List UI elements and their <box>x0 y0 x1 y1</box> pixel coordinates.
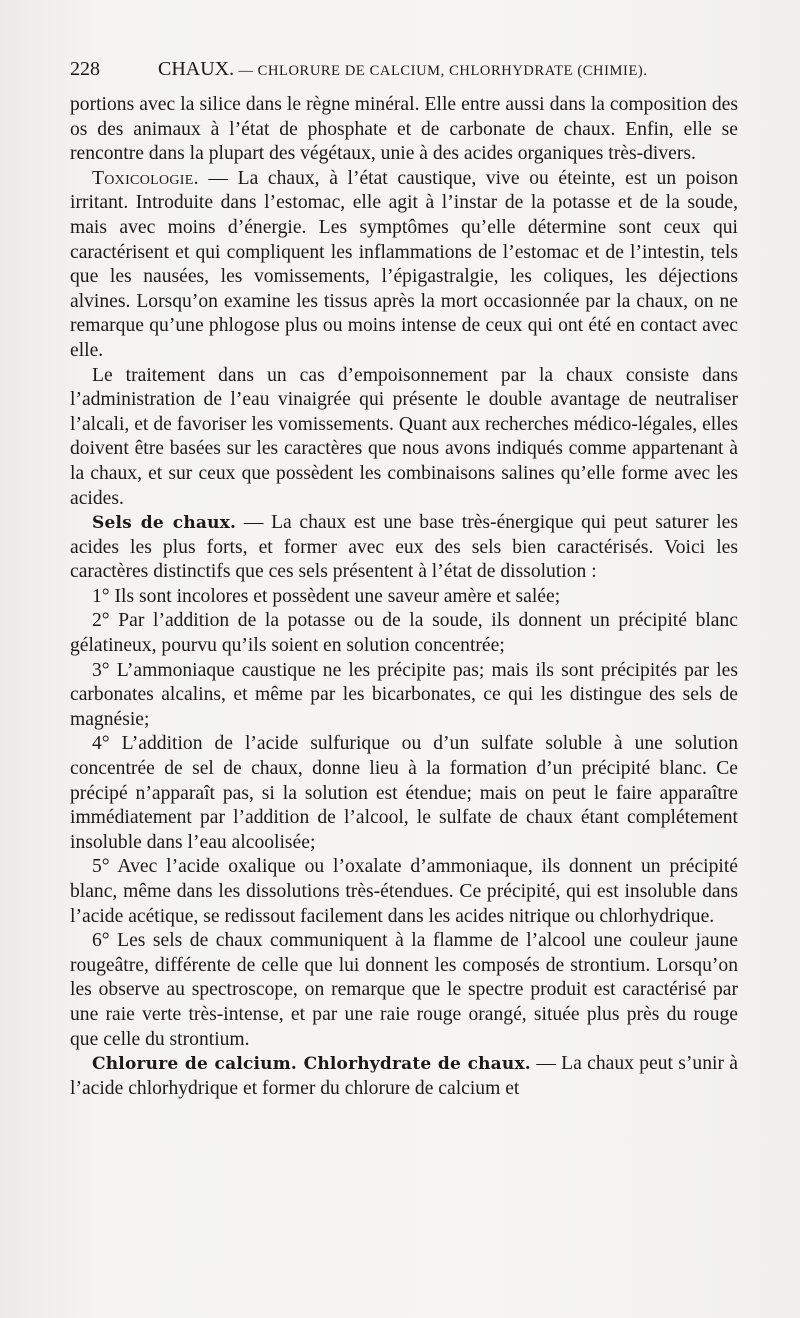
paragraph-traitement: Le traitement dans un cas d’empoisonnement par la chaux consiste dans l’administration de l’eau vinaigrée qui présente le double avantage de neutraliser l’alcali, et de favoriser les vomissements. Quant aux recherches médico-légales, elles doivent être basées sur les caractères que nous avons indiqués comme appartenant à la chaux, et sur ceux que possèdent les combinaisons salines qu’elle forme avec les acides. <box>70 364 738 509</box>
paragraph-sels <box>70 511 738 585</box>
section-heading-chlorure: Chlorure de calcium. Chlorhydrate de chaux. <box>92 1054 531 1075</box>
section-heading-toxicologie: Toxicologie. <box>92 167 199 189</box>
paragraph-continuation: portions avec la silice dans le règne minéral. Elle entre aussi dans la composition des os des animaux à l’état de phosphate et de carbonate de chaux. Enfin, elle se rencontre dans la plupart des végétaux, unie à des acides organiques très-divers. <box>70 94 738 165</box>
list-item-6: 6° Les sels de chaux communiquent à la flamme de l’alcool une couleur jaune rougeâtre, différente de celle que lui donnent les composés de strontium. Lorsqu’on les observe au spectroscope, on remarque que le spectre produit est caractérisé par une raie verte très-intense, et par une raie rouge orangé, située plus près du rouge que celle du strontium. <box>70 930 738 1050</box>
list-item-4: 4° L’addition de l’acide sulfurique ou d’un sulfate soluble à une solution concentrée de sel de chaux, donne lieu à la formation d’un précipité blanc. Ce précipé n’apparaît pas, si la solution est étendue; mais on peut le faire apparaître immédiatement par l’addition de l’alcool, le sulfate de chaux étant complétement insoluble dans l’eau alcoolisée; <box>70 733 738 853</box>
section-heading-sels: Sels de chaux. <box>92 513 237 534</box>
list-item-2: 2° Par l’addition de la potasse ou de la soude, ils donnent un précipité blanc gélatineux, pourvu qu’ils soient en solution concentrée; <box>70 610 738 657</box>
paragraph-text: — La chaux est une base très-énergique qui peut saturer les acides les plus forts, et former avec eux des sels bien caractérisés. Voici les caractères distinctifs que ces sels présentent à l’état de dissolution : <box>70 512 738 583</box>
paragraph-chlorure <box>70 1052 738 1101</box>
header-title-group <box>158 58 648 81</box>
list-item-5: 5° Avec l’acide oxalique ou l’oxalate d’ammoniaque, ils donnent un précipité blanc, même dans les dissolutions très-étendues. Ce précipité, qui est insoluble dans l’acide acétique, se redissout facilement dans les acides nitrique ou chlorhydrique. <box>70 856 738 927</box>
running-header <box>70 58 750 88</box>
list-item-3: 3° L’ammoniaque caustique ne les précipite pas; mais ils sont précipités par les carbonates alcalins, et même par les bicarbonates, ce qui les distingue des sels de magnésie; <box>70 659 738 730</box>
paragraph-toxicologie <box>70 167 738 364</box>
page-body <box>70 93 738 1101</box>
header-title: CHAUX. <box>158 58 235 80</box>
page-number: 228 <box>70 58 100 80</box>
header-subtitle: — CHLORURE DE CALCIUM, CHLORHYDRATE (CHIMIE). <box>234 63 648 79</box>
paragraph-text: — La chaux peut s’unir à l’acide chlorhydrique et former du chlorure de calcium et <box>70 1053 739 1099</box>
list-item-1: 1° Ils sont incolores et possèdent une saveur amère et salée; <box>92 585 561 607</box>
paragraph-text: — La chaux, à l’état caustique, vive ou éteinte, est un poison irritant. Introduite dans l’estomac, elle agit à l’instar de la potasse et de la soude, mais avec moins d’énergie. Les symptômes qu’elle détermine sont ceux qui caractérisent et qui compliquent les inflammations de l’estomac et de l’intestin, tels que les nausées, les vomissements, l’épigastralgie, les coliques, les déjections alvines. Lorsqu’on examine les tissus après la mort occasionnée par la chaux, on ne remarque qu’une phlogose plus ou moins intense de ceux qui ont été en contact avec elle. <box>70 167 738 361</box>
